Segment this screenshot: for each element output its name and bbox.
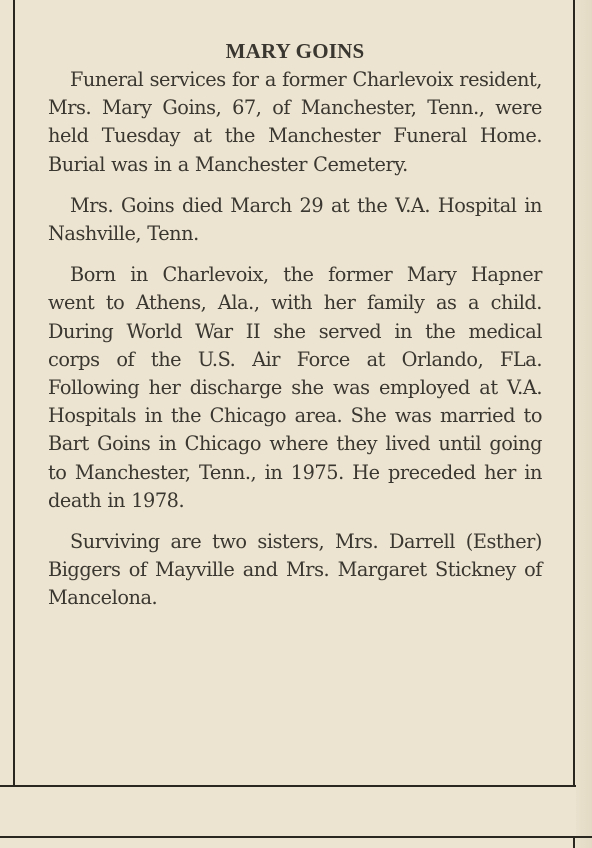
column-rule-right bbox=[573, 0, 575, 786]
adjacent-column-bleed bbox=[576, 0, 592, 848]
column-rule-left bbox=[13, 0, 15, 786]
column-rule-bottom bbox=[0, 785, 576, 787]
obituary-headline: MARY GOINS bbox=[225, 39, 365, 63]
obituary-article bbox=[48, 36, 542, 613]
next-article-rule-right bbox=[573, 836, 575, 848]
next-article-rule bbox=[0, 836, 592, 838]
paragraph-funeral-services: Funeral services for a former Charlevoix resident, Mrs. Mary Goins, 67, of Manchester, Tenn., were held Tuesday at the Manchester Funeral Home. Burial was in a Manchester Cemetery. bbox=[48, 68, 542, 176]
paragraph-biography: Born in Charlevoix, the former Mary Hapner went to Athens, Ala., with her family as a child. During World War II she served in the medical corps of the U.S. Air Force at Orlando, FLa. Following her discharge she was employed at V.A. Hospitals in the Chicago area. She was married to Bart Goins in Chicago where they lived until going to Manchester, Tenn., in 1975. He preceded her in death in 1978. bbox=[48, 263, 542, 512]
paragraph-death-notice: Mrs. Goins died March 29 at the V.A. Hospital in Nashville, Tenn. bbox=[48, 193, 542, 246]
paragraph-survivors: Surviving are two sisters, Mrs. Darrell (Esther) Biggers of Mayville and Mrs. Margaret Stickney of Mancelona. bbox=[48, 530, 542, 610]
